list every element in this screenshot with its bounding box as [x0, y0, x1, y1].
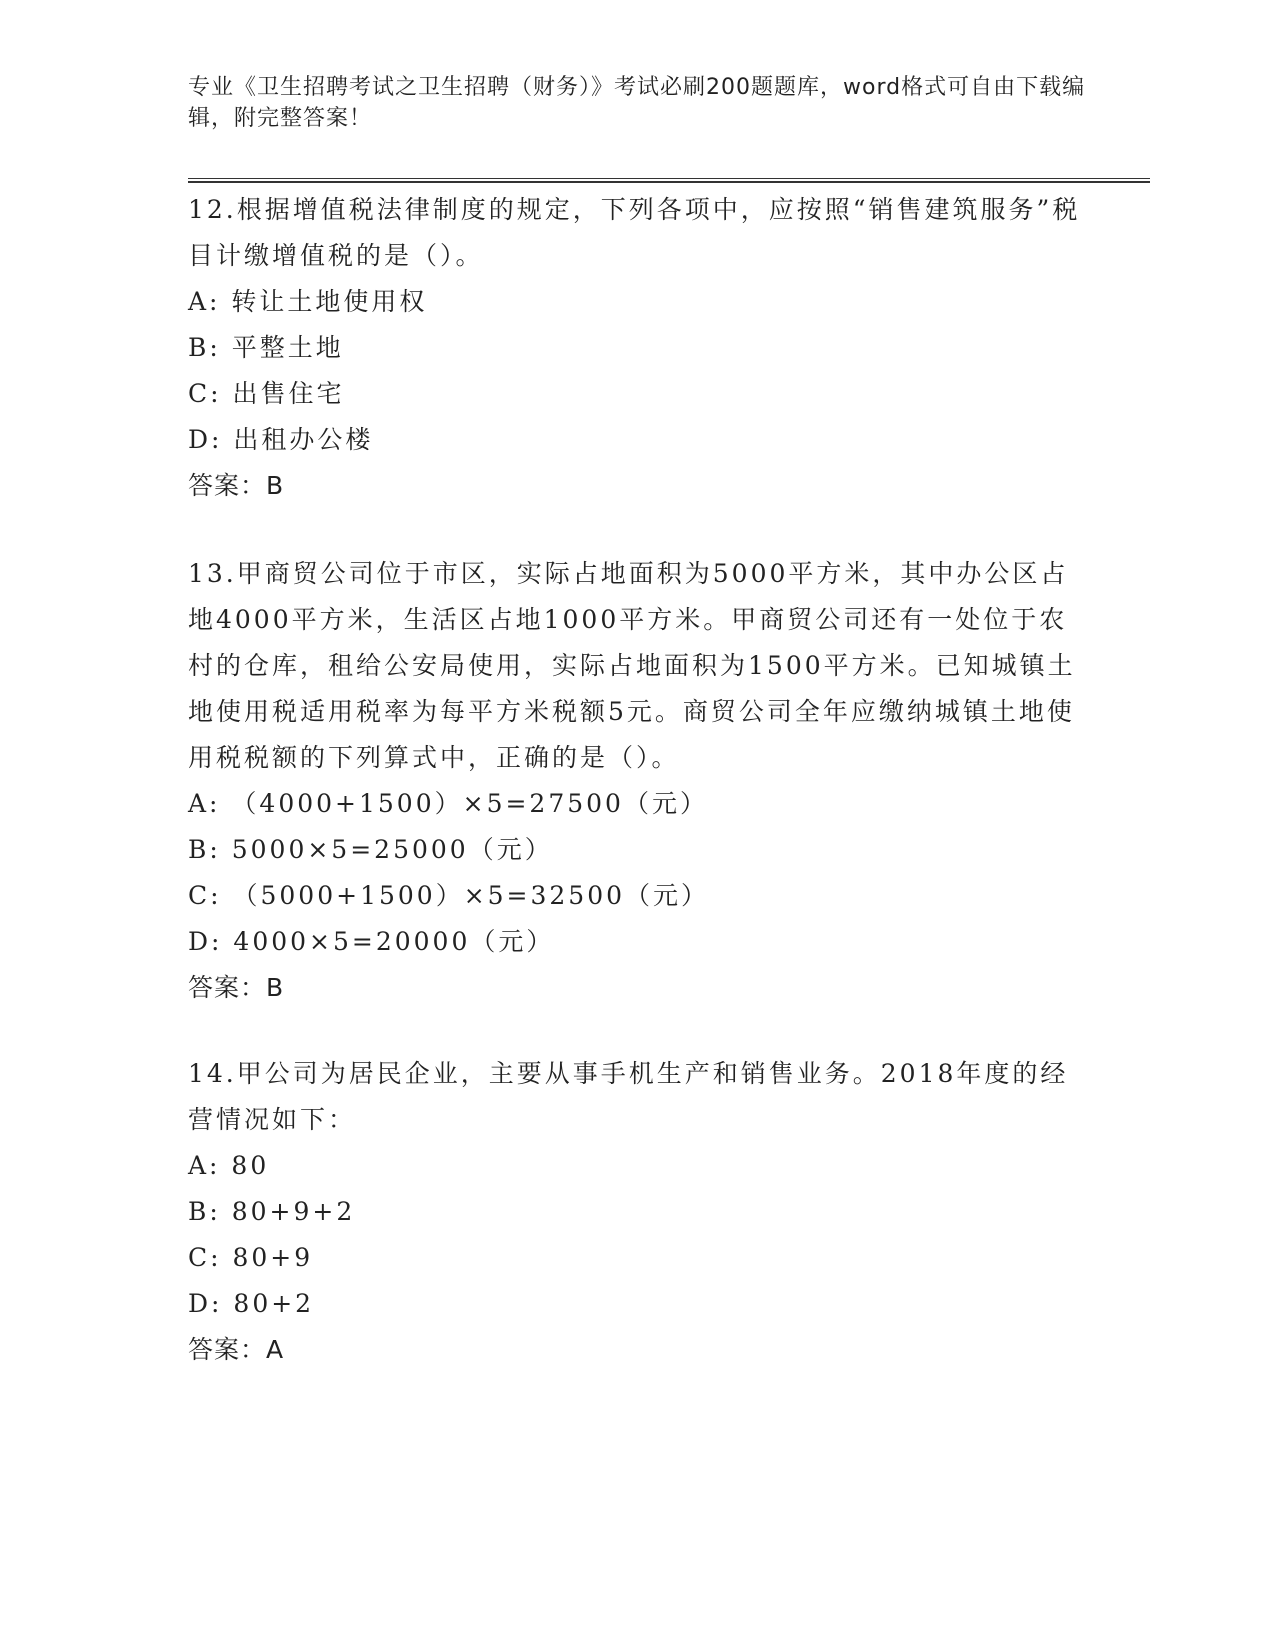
option-a: A: 80 [188, 1151, 270, 1180]
question-12 [188, 187, 1088, 509]
option-b: B: 5000×5=25000（元） [188, 835, 553, 864]
option-b: B: 80+9+2 [188, 1197, 356, 1226]
question-14 [188, 1051, 1088, 1373]
option-d: D: 出租办公楼 [188, 425, 374, 454]
option-d: D: 80+2 [188, 1289, 315, 1318]
question-stem: 14.甲公司为居民企业，主要从事手机生产和销售业务。2018年度的经营情况如下： [188, 1059, 1069, 1134]
option-c: C: 80+9 [188, 1243, 314, 1272]
answer: 答案：A [188, 1335, 285, 1364]
question-13 [188, 551, 1088, 1011]
answer: 答案：B [188, 471, 285, 500]
question-stem: 13.甲商贸公司位于市区，实际占地面积为5000平方米，其中办公区占地4000平方米，生活区占地1000平方米。甲商贸公司还有一处位于农村的仓库，租给公安局使用，实际占地面积为1500平方米。已知城镇土地使用税适用税率为每平方米税额5元。商贸公司全年应缴纳城镇土地使用税税额的下列算式中，正确的是（）。 [188, 559, 1076, 772]
option-d: D: 4000×5=20000（元） [188, 927, 555, 956]
option-c: C: （5000+1500）×5=32500（元） [188, 881, 710, 910]
option-a: A: 转让土地使用权 [188, 287, 428, 316]
option-a: A: （4000+1500）×5=27500（元） [188, 789, 708, 818]
option-b: B: 平整土地 [188, 333, 344, 362]
question-stem: 12.根据增值税法律制度的规定，下列各项中，应按照“销售建筑服务”税目计缴增值税的是（）。 [188, 195, 1081, 270]
answer: 答案：B [188, 973, 285, 1002]
option-c: C: 出售住宅 [188, 379, 345, 408]
page-header: 专业《卫生招聘考试之卫生招聘（财务）》考试必刷200题题库，word格式可自由下载编辑，附完整答案！ [188, 75, 1086, 131]
header-divider [188, 178, 1150, 183]
